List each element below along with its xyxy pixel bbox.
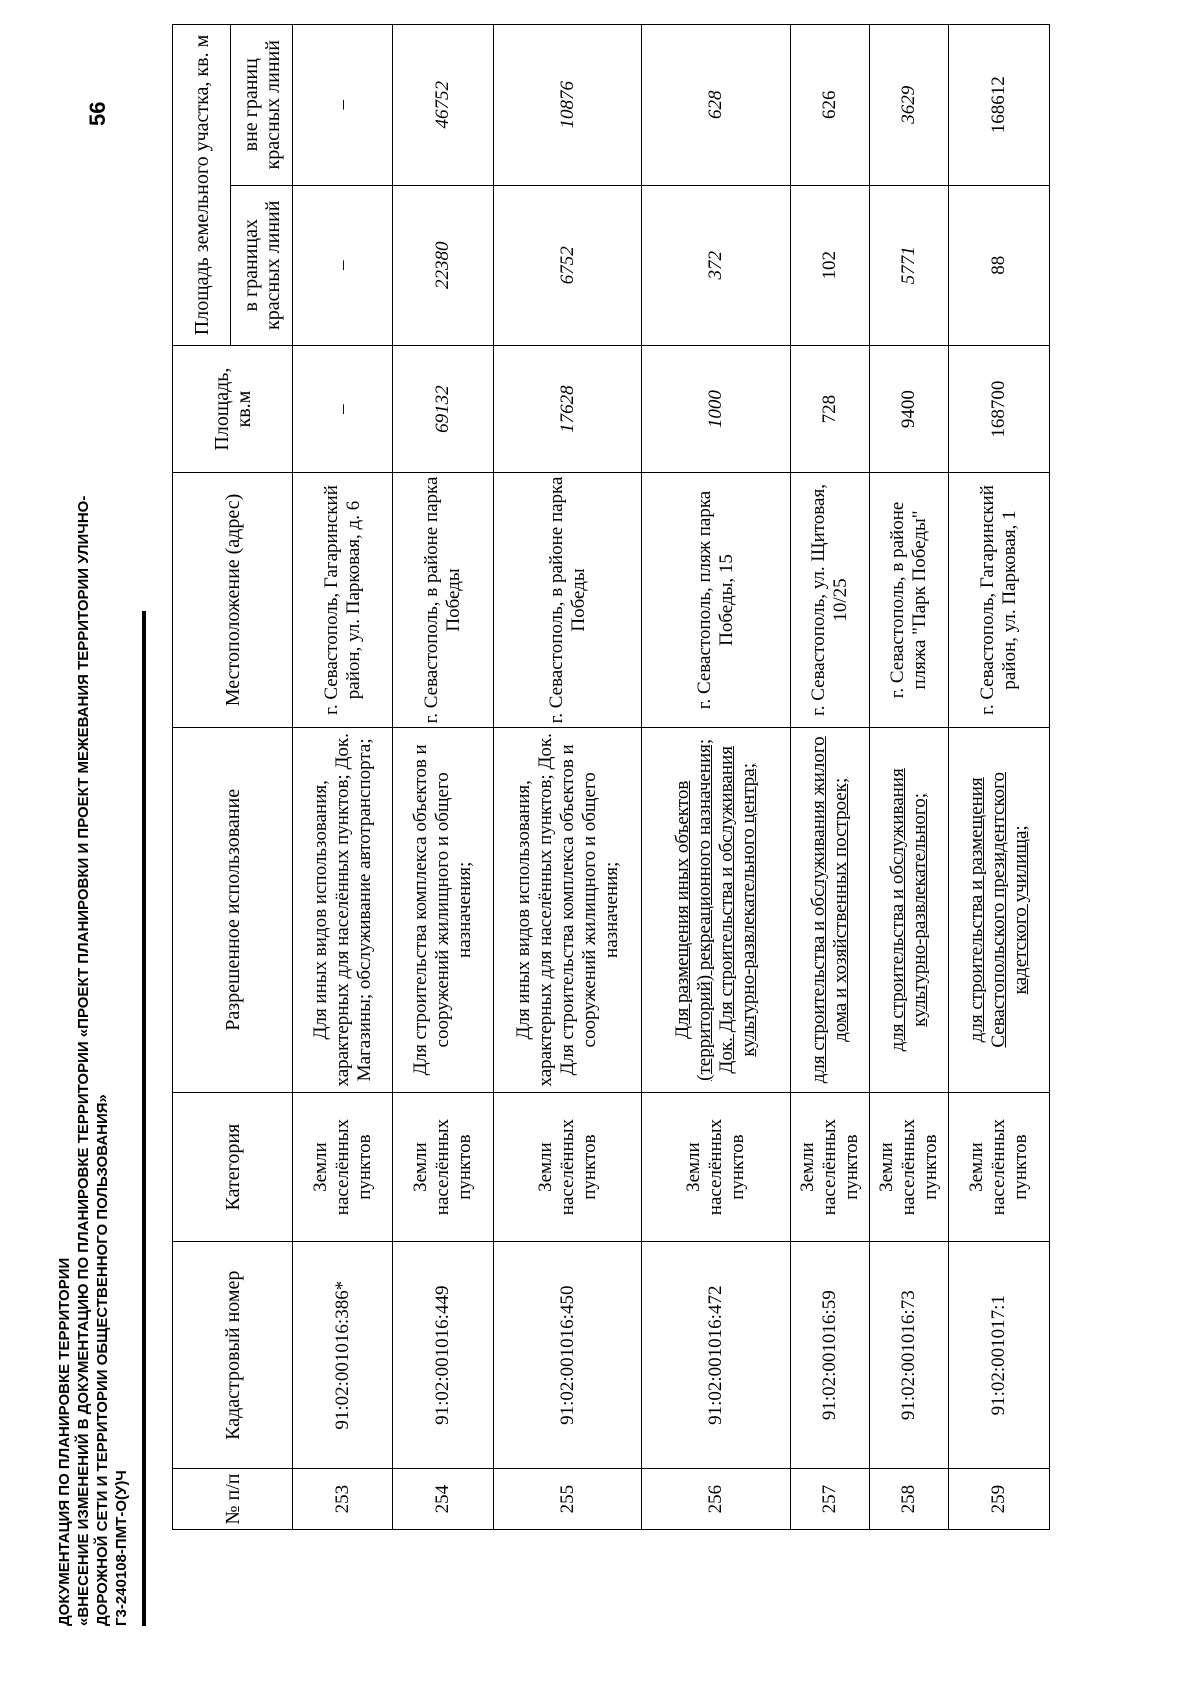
cell-use: Для иных видов использования, характерных для населённых пунктов; Док. Магазины; обслуживание автотранспорта; <box>293 727 393 1092</box>
table-row <box>870 25 949 1530</box>
cell-inside: 5771 <box>870 185 949 345</box>
cell-cadastral: 91:02:001016:450 <box>493 1242 641 1469</box>
cell-location: г. Севастополь, Гагаринский район, ул. Парковая, 1 <box>949 473 1050 728</box>
cell-inside: 372 <box>642 185 790 345</box>
cell-use: для строительства и обслуживания жилого дома и хозяйственных построек; <box>790 727 869 1092</box>
cell-num: 256 <box>642 1469 790 1530</box>
cell-location: г. Севастополь, в районе пляжа "Парк Победы" <box>870 473 949 728</box>
cell-outside: 628 <box>642 25 790 186</box>
header-line-2: «ВНЕСЕНИЕ ИЗМЕНЕНИЙ В ДОКУМЕНТАЦИЮ ПО ПЛАНИРОВКЕ ТЕРРИТОРИИ «ПРОЕКТ ПЛАНИРОВКИ И ПРОЕКТ МЕЖЕВАНИЯ ТЕРРИТОРИИ УЛИЧНО- <box>75 495 92 1626</box>
table-row <box>642 25 790 1530</box>
cell-area: 9400 <box>870 345 949 472</box>
cell-use: для строительства и обслуживания культурно-развлекательного; <box>870 727 949 1092</box>
cell-outside: 46752 <box>393 25 493 186</box>
header-location: Местоположение (адрес) <box>173 473 293 728</box>
cell-use: для строительства и размещения Севастопольского президентского кадетского училища; <box>949 727 1050 1092</box>
cell-category: Земли населённых пунктов <box>493 1092 641 1241</box>
header-line-4: Г3-240108-ПМТ-О(У)Ч <box>113 1470 130 1626</box>
document-header <box>55 276 131 1626</box>
header-outside-red-lines: вне границ красных линий <box>231 25 293 186</box>
cell-outside: 168612 <box>949 25 1050 186</box>
cell-num: 254 <box>393 1469 493 1530</box>
header-num: № п/п <box>173 1469 293 1530</box>
parcel-table <box>172 24 1050 1530</box>
cell-outside: 626 <box>790 25 869 186</box>
cell-location: г. Севастополь, Гагаринский район, ул. Парковая, д. 6 <box>293 473 393 728</box>
header-area: Площадь, кв.м <box>173 345 293 472</box>
cell-location: г. Севастополь, в районе парка Победы <box>393 473 493 728</box>
cell-area: – <box>293 345 393 472</box>
cell-inside: 6752 <box>493 185 641 345</box>
cell-use: Для строительства комплекса объектов и сооружений жилищного и общего назначения; <box>393 727 493 1092</box>
header-land-area: Площадь земельного участка, кв. м <box>173 25 231 346</box>
cell-cadastral: 91:02:001016:472 <box>642 1242 790 1469</box>
cell-category: Земли населённых пунктов <box>293 1092 393 1241</box>
cell-cadastral: 91:02:001016:386* <box>293 1242 393 1469</box>
cell-location: г. Севастополь, ул. Щитовая, 10/25 <box>790 473 869 728</box>
cell-inside: – <box>293 185 393 345</box>
cell-use: Для иных видов использования, характерных для населённых пунктов; Док. Для строительства комплекса объектов и сооружений жилищного и общего назначения; <box>493 727 641 1092</box>
cell-category: Земли населённых пунктов <box>790 1092 869 1241</box>
cell-location: г. Севастополь, в районе парка Победы <box>493 473 641 728</box>
cell-cadastral: 91:02:001016:449 <box>393 1242 493 1469</box>
cell-outside: 10876 <box>493 25 641 186</box>
table-row <box>293 25 393 1530</box>
cell-cadastral: 91:02:001016:73 <box>870 1242 949 1469</box>
table-row <box>949 25 1050 1530</box>
header-rule <box>142 611 146 1626</box>
cell-category: Земли населённых пунктов <box>870 1092 949 1241</box>
cell-num: 259 <box>949 1469 1050 1530</box>
cell-inside: 22380 <box>393 185 493 345</box>
header-line-3: ДОРОЖНОЙ СЕТИ И ТЕРРИТОРИИ ОБЩЕСТВЕННОГО ПОЛЬЗОВАНИЯ» <box>94 1094 111 1626</box>
table-row <box>493 25 641 1530</box>
cell-num: 253 <box>293 1469 393 1530</box>
cell-num: 257 <box>790 1469 869 1530</box>
table-row <box>790 25 869 1530</box>
cell-inside: 88 <box>949 185 1050 345</box>
cell-num: 255 <box>493 1469 641 1530</box>
header-line-1: ДОКУМЕНТАЦИЯ ПО ПЛАНИРОВКЕ ТЕРРИТОРИИ <box>56 1257 73 1626</box>
cell-cadastral: 91:02:001017:1 <box>949 1242 1050 1469</box>
cell-cadastral: 91:02:001016:59 <box>790 1242 869 1469</box>
header-category: Категория <box>173 1092 293 1241</box>
cell-category: Земли населённых пунктов <box>642 1092 790 1241</box>
header-use: Разрешенное использование <box>173 727 293 1092</box>
cell-use: Для размещения иных объектов (территорий) рекреационного назначения; Док. Для строительства и обслуживания культурно-развлекательного центра; <box>642 727 790 1092</box>
cell-area: 168700 <box>949 345 1050 472</box>
table-row <box>393 25 493 1530</box>
header-cadastral: Кадастровый номер <box>173 1242 293 1469</box>
cell-category: Земли населённых пунктов <box>949 1092 1050 1241</box>
cell-area: 1000 <box>642 345 790 472</box>
cell-category: Земли населённых пунктов <box>393 1092 493 1241</box>
cell-outside: – <box>293 25 393 186</box>
cell-area: 17628 <box>493 345 641 472</box>
header-inside-red-lines: в границах красных линий <box>231 185 293 345</box>
cell-location: г. Севастополь, пляж парка Победы, 15 <box>642 473 790 728</box>
page-number: 56 <box>85 101 110 126</box>
cell-num: 258 <box>870 1469 949 1530</box>
cell-inside: 102 <box>790 185 869 345</box>
cell-outside: 3629 <box>870 25 949 186</box>
cell-area: 728 <box>790 345 869 472</box>
cell-area: 69132 <box>393 345 493 472</box>
